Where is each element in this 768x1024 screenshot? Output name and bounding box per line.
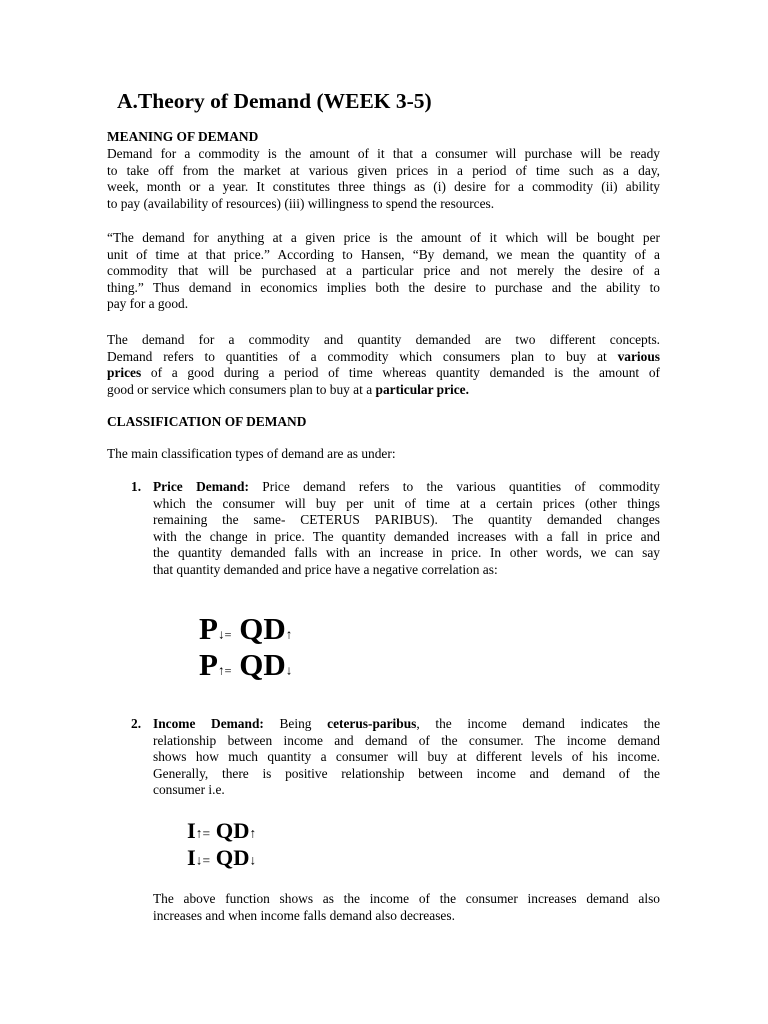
income-demand-paragraph (153, 716, 660, 799)
income-formula-2: I↓= QD↓ (187, 845, 257, 870)
text-line: Generally, there is positive relationship between income and demand of the (153, 765, 660, 781)
text-line: consumer i.e. (153, 782, 225, 798)
down-arrow-icon: ↓ (195, 852, 203, 868)
income-demand-explanation (153, 891, 660, 924)
text-line: The above function shows as the income of the consumer increases demand also (153, 891, 660, 906)
text-line: to pay (availability of resources) (iii) willingness to spend the resources. (107, 195, 495, 211)
up-arrow-icon: ↑ (217, 662, 225, 678)
up-arrow-icon: ↑ (195, 825, 203, 841)
up-arrow-icon: ↑ (249, 825, 257, 841)
item-label: Price Demand: (153, 479, 249, 494)
down-arrow-icon: ↓ (249, 852, 257, 868)
text-line: remaining the same- CETERUS PARIBUS). The quantity demanded changes (153, 512, 660, 528)
page-title: A.Theory of Demand (WEEK 3-5) (117, 89, 432, 113)
classification-intro: The main classification types of demand are as under: (107, 446, 396, 461)
bold-term: various (617, 348, 660, 364)
price-formula-2: P↑= QD↓ (199, 647, 293, 682)
text-line: the quantity demanded falls with an increase in price. In other words, we can say (153, 545, 660, 561)
text-line: to take off from the market at various given prices in a period of time such as a day, (107, 162, 660, 178)
meaning-paragraph-1 (107, 146, 660, 212)
text-line: thing.” Thus demand in economics implies both the desire to purchase and the ability to (107, 279, 660, 295)
down-arrow-icon: ↓ (285, 662, 293, 678)
meaning-paragraph-2 (107, 230, 660, 313)
text-line: that quantity demanded and price have a negative correlation as: (153, 561, 498, 577)
text-line: unit of time at that price.” According to Hansen, “By demand, we mean the quantity of a (107, 246, 660, 262)
down-arrow-icon: ↓ (217, 626, 225, 642)
text-line: relationship between income and demand of the consumer. The income demand (153, 732, 660, 748)
text-line: Demand refers to quantities of a commodity which consumers plan to buy at various (107, 348, 660, 364)
income-formula-1: I↑= QD↑ (187, 818, 257, 843)
text-line: The demand for a commodity and quantity demanded are two different concepts. (107, 332, 660, 347)
classification-heading: CLASSIFICATION OF DEMAND (107, 414, 307, 429)
meaning-heading: MEANING OF DEMAND (107, 129, 259, 144)
text-line: week, month or a year. It constitutes three things as (i) desire for a commodity (ii) ability (107, 179, 660, 195)
text-line: Demand for a commodity is the amount of it that a consumer will purchase will be ready (107, 146, 660, 161)
item-label: Income Demand: (153, 716, 264, 731)
text-line: increases and when income falls demand also decreases. (153, 907, 455, 923)
text-line: good or service which consumers plan to buy at a particular price. (107, 381, 469, 397)
text-line: with the change in price. The quantity demanded increases with a fall in price and (153, 528, 660, 544)
up-arrow-icon: ↑ (285, 626, 293, 642)
text-line: commodity that will be purchased at a particular price and not merely the desire of a (107, 263, 660, 279)
text-line: which the consumer will buy per unit of time at a certain prices (other things (153, 495, 660, 511)
list-number: 2. (131, 716, 142, 731)
list-number: 1. (131, 479, 142, 494)
text-line: “The demand for anything at a given price is the amount of it which will be bought per (107, 230, 660, 245)
bold-term: prices (107, 365, 142, 381)
text-line: prices of a good during a period of time whereas quantity demanded is the amount of (107, 365, 660, 381)
text-line: Price Demand: Price demand refers to the various quantities of commodity (153, 479, 660, 494)
text-line: pay for a good. (107, 296, 189, 312)
meaning-paragraph-3 (107, 332, 660, 398)
price-formula-1: P↓= QD↑ (199, 611, 293, 646)
text-line: shows how much quantity a consumer will buy at different levels of his income. (153, 749, 660, 765)
bold-term: ceterus-paribus (327, 716, 417, 731)
price-demand-paragraph (153, 479, 660, 579)
bold-term: particular price. (375, 381, 469, 397)
text-line: Income Demand: Being ceterus-paribus, the income demand indicates the (153, 716, 661, 731)
